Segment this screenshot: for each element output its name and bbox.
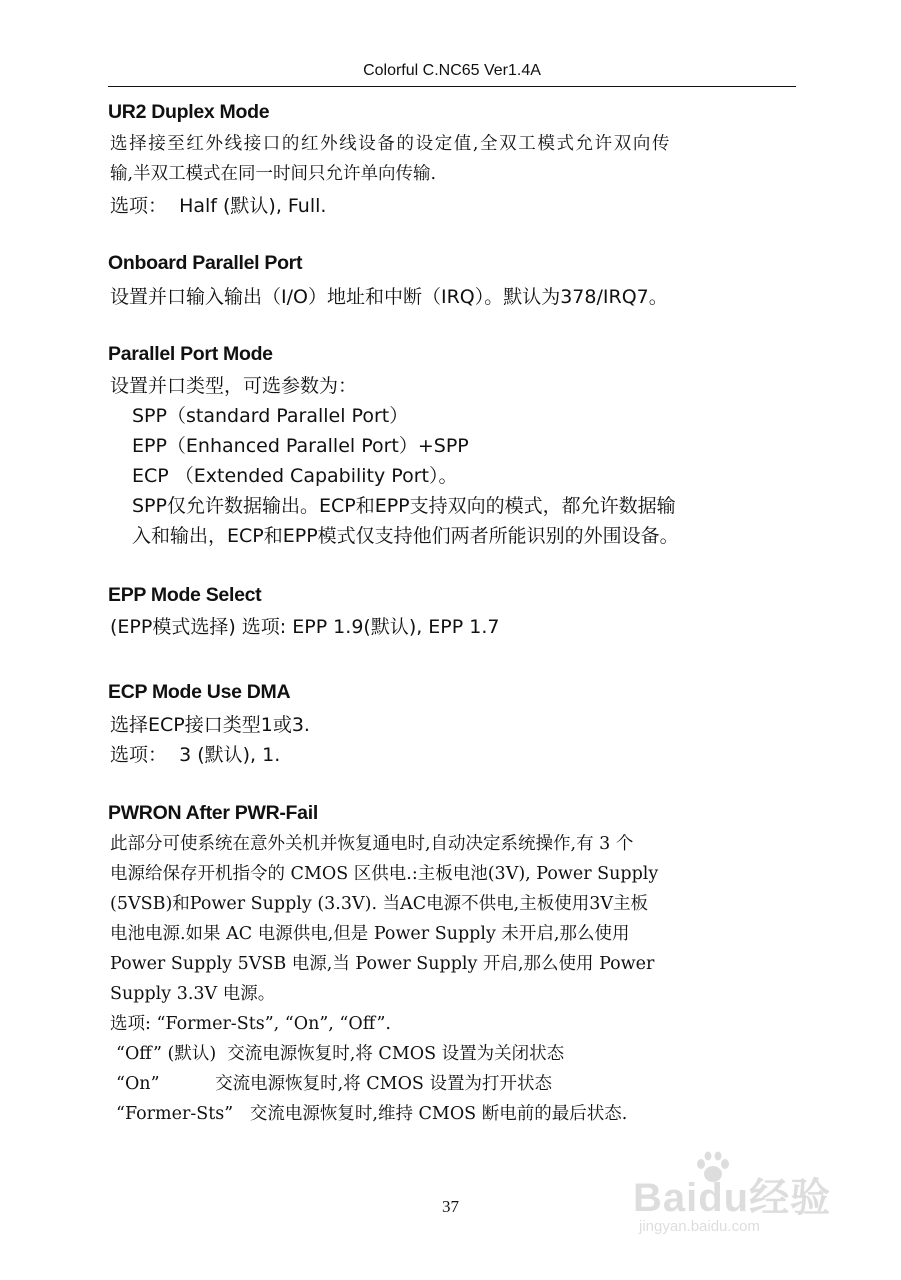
- pwron-text-line-3: (5VSB)和Power Supply (3.3V). 当AC电源不供电,主板使用3V主板: [110, 894, 648, 914]
- pwron-text-line-4: 电池电源.如果 AC 电源供电,但是 Power Supply 未开启,那么使用: [110, 924, 630, 944]
- parallel-mode-line-6: 入和输出，ECP和EPP模式仅支持他们两者所能识别的外围设备。: [132, 525, 679, 547]
- pwron-text-line-2: 电源给保存开机指令的 CMOS 区供电.:主板电池(3V), Power Supply: [110, 864, 659, 884]
- parallel-mode-line-5: SPP仅允许数据输出。ECP和EPP支持双向的模式，都允许数据输: [132, 495, 676, 517]
- section-heading-parallel-port-mode: Parallel Port Mode: [108, 343, 273, 365]
- section-heading-onboard-parallel-port: Onboard Parallel Port: [108, 252, 303, 274]
- parallel-mode-line-2: SPP（standard Parallel Port）: [132, 405, 409, 427]
- section-heading-epp-mode-select: EPP Mode Select: [108, 584, 262, 606]
- parallel-mode-line-3: EPP（Enhanced Parallel Port）+SPP: [132, 435, 469, 457]
- parallel-mode-line-4: ECP （Extended Capability Port）。: [132, 465, 458, 487]
- pwron-option-off: “Off” (默认) 交流电源恢复时,将 CMOS 设置为关闭状态: [116, 1044, 565, 1064]
- header-rule: [108, 86, 796, 87]
- document-header: Colorful C.NC65 Ver1.4A: [363, 62, 541, 79]
- parallel-mode-line-1: 设置并口类型，可选参数为：: [110, 375, 358, 397]
- watermark-brand: Baidu经验: [633, 1176, 832, 1220]
- section-heading-ecp-mode-use-dma: ECP Mode Use DMA: [108, 681, 291, 703]
- ur2-options-line: 选项： Half (默认), Full.: [110, 195, 327, 217]
- pwron-text-line-1: 此部分可使系统在意外关机并恢复通电时,自动决定系统操作,有 3 个: [110, 834, 634, 854]
- pwron-text-line-6: Supply 3.3V 电源。: [110, 984, 276, 1004]
- pwron-text-line-5: Power Supply 5VSB 电源,当 Power Supply 开启,那么使用 Power: [110, 954, 655, 974]
- ecp-options-line: 选项： 3 (默认), 1.: [110, 744, 281, 766]
- epp-text-line-1: (EPP模式选择) 选项: EPP 1.9(默认), EPP 1.7: [110, 616, 500, 638]
- section-heading-pwron-after-pwr-fail: PWRON After PWR-Fail: [108, 802, 318, 824]
- watermark-url: jingyan.baidu.com: [639, 1218, 760, 1235]
- pwron-option-former-sts: “Former-Sts” 交流电源恢复时,维持 CMOS 断电前的最后状态.: [116, 1104, 628, 1124]
- pwron-options-line: 选项: “Former-Sts”, “On”, “Off”.: [110, 1014, 391, 1034]
- page-number: 37: [442, 1197, 459, 1216]
- baidu-watermark: [633, 1150, 843, 1250]
- section-heading-ur2-duplex-mode: UR2 Duplex Mode: [108, 101, 270, 123]
- ur2-text-line-2: 输,半双工模式在同一时间只允许单向传输.: [110, 164, 437, 184]
- pwron-option-on: “On” 交流电源恢复时,将 CMOS 设置为打开状态: [116, 1074, 552, 1094]
- ur2-text-line-1: 选择接至红外线接口的红外线设备的设定值,全双工模式允许双向传: [110, 134, 672, 154]
- onboard-text-line-1: 设置并口输入输出（I/O）地址和中断（IRQ）。默认为378/IRQ7。: [110, 286, 668, 308]
- ecp-text-line-1: 选择ECP接口类型1或3.: [110, 714, 310, 736]
